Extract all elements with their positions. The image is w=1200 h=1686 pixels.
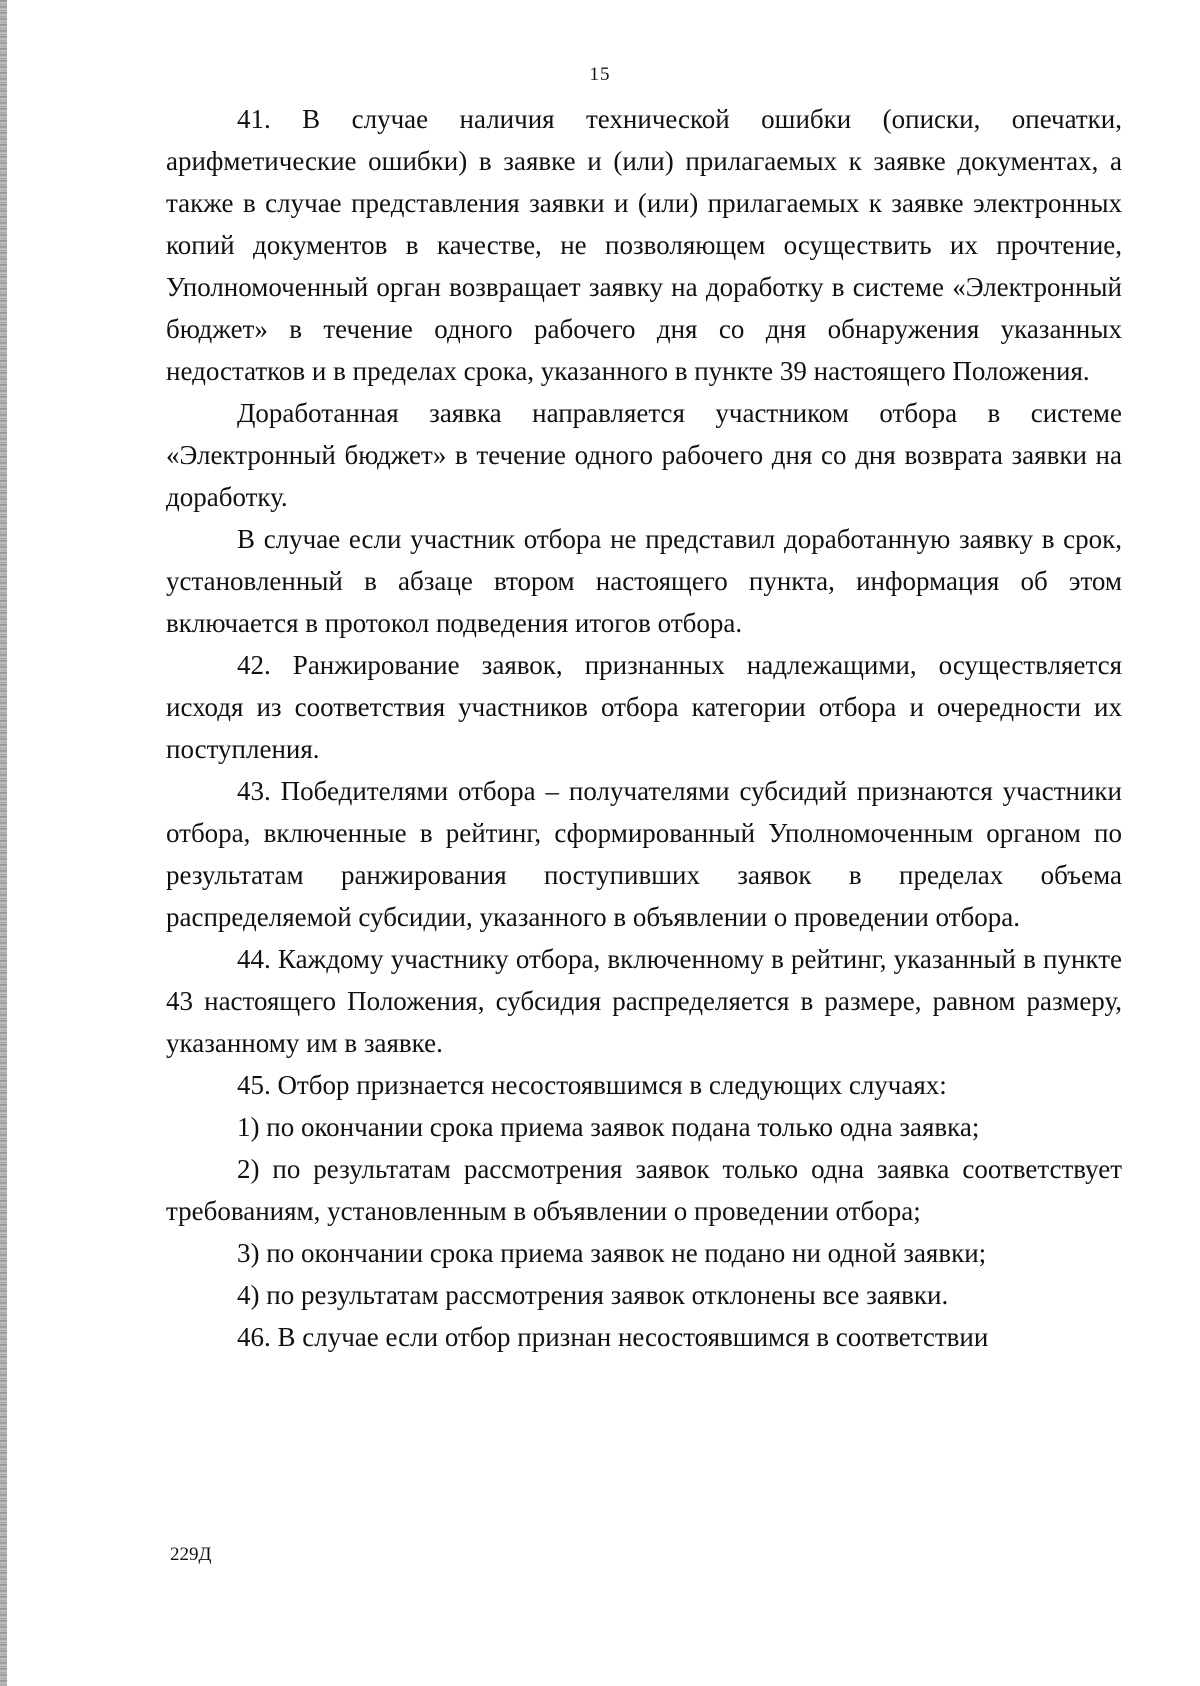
paragraph-45: 45. Отбор признается несостоявшимся в следующих случаях:: [237, 1070, 947, 1100]
paragraph-41-revised-application: Доработанная заявка направляется участником отбора в системе «Электронный бюджет» в течение одного рабочего дня со дня возврата заявки на доработку.: [166, 398, 1122, 512]
paragraph-46: 46. В случае если отбор признан несостоявшимся в соответствии: [237, 1322, 989, 1352]
scan-edge: [0, 0, 7, 1686]
document-body: [166, 98, 1122, 1358]
list-item-45-1: 1) по окончании срока приема заявок подана только одна заявка;: [237, 1112, 980, 1142]
paragraph-41-not-submitted: В случае если участник отбора не представил доработанную заявку в срок, установленный в абзаце втором настоящего пункта, информация об этом включается в протокол подведения итогов отбора.: [166, 524, 1122, 638]
list-item-45-2: 2) по результатам рассмотрения заявок только одна заявка соответствует требованиям, установленным в объявлении о проведении отбора;: [166, 1154, 1122, 1226]
footer-code: 229Д: [170, 1544, 212, 1565]
paragraph-42: 42. Ранжирование заявок, признанных надлежащими, осуществляется исходя из соответствия участников отбора категории отбора и очередности их поступления.: [166, 650, 1122, 764]
paragraph-43: 43. Победителями отбора – получателями субсидий признаются участники отбора, включенные в рейтинг, сформированный Уполномоченным органом по результатам ранжирования поступивших заявок в пределах объема распределяемой субсидии, указанного в объявлении о проведении отбора.: [166, 776, 1122, 932]
paragraph-41: 41. В случае наличия технической ошибки (описки, опечатки, арифметические ошибки) в заявке и (или) прилагаемых к заявке документах, а также в случае представления заявки и (или) прилагаемых к заявке электронных копий документов в качестве, не позволяющем осуществить их прочтение, Уполномоченный орган возвращает заявку на доработку в системе «Электронный бюджет» в течение одного рабочего дня со дня обнаружения указанных недостатков и в пределах срока, указанного в пункте 39 настоящего Положения.: [166, 104, 1122, 386]
list-item-45-4: 4) по результатам рассмотрения заявок отклонены все заявки.: [237, 1280, 949, 1310]
list-item-45-3: 3) по окончании срока приема заявок не подано ни одной заявки;: [237, 1238, 987, 1268]
page-number: 15: [589, 64, 611, 85]
paragraph-44: 44. Каждому участнику отбора, включенному в рейтинг, указанный в пункте 43 настоящего Положения, субсидия распределяется в размере, равном размеру, указанному им в заявке.: [166, 944, 1122, 1058]
